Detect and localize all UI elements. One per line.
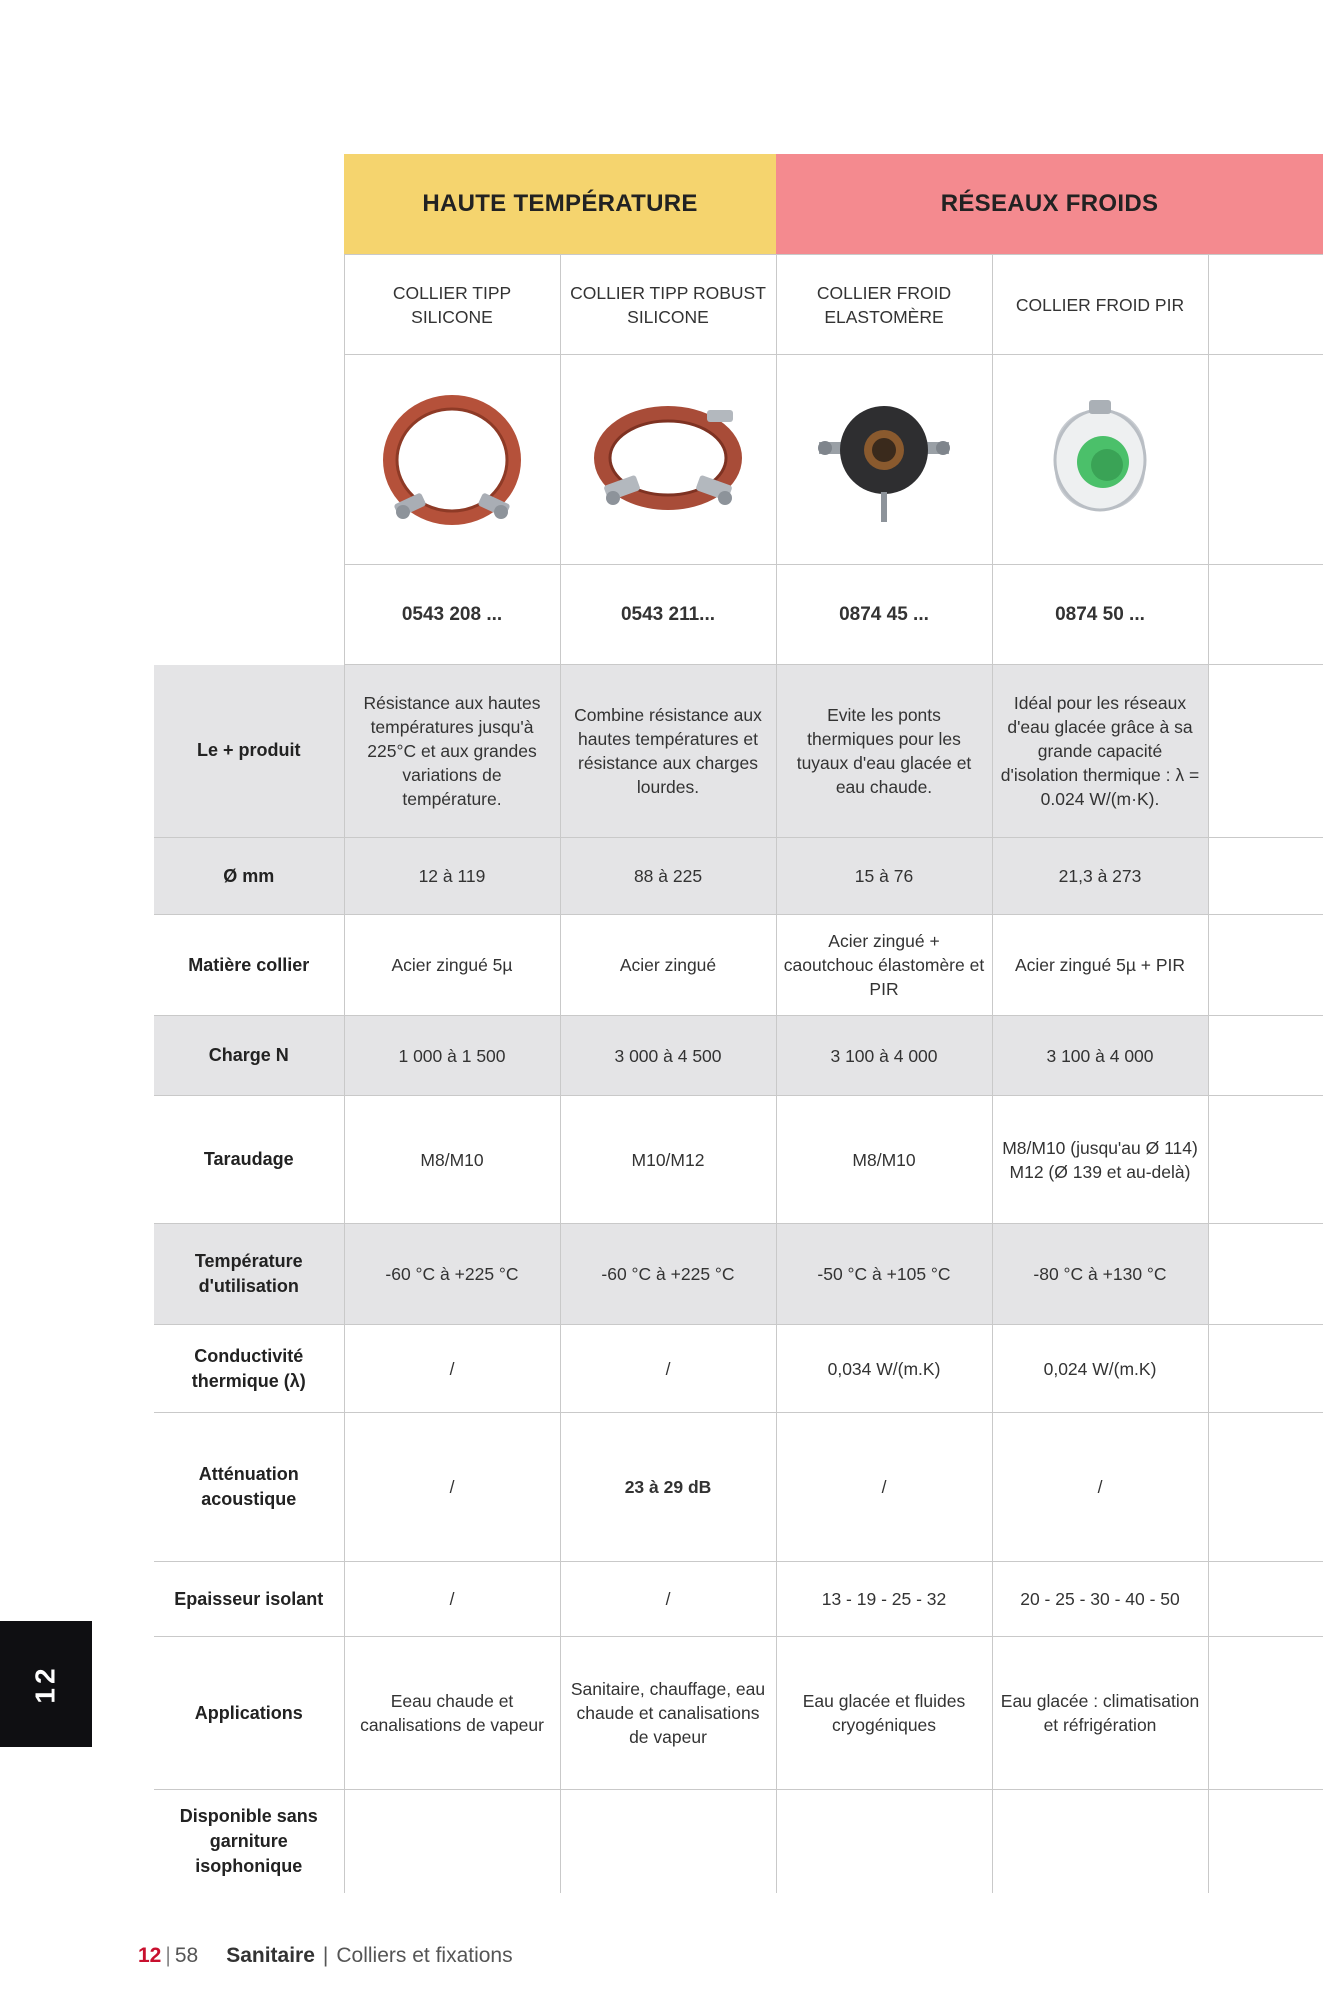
footer-section: Sanitaire (226, 1944, 315, 1967)
product-name-row (154, 255, 1323, 355)
spec-value: Eeau chaude et canalisations de vapeur (344, 1637, 560, 1790)
spec-value: 13 - 19 - 25 - 32 (776, 1562, 992, 1637)
product-reference-row (154, 565, 1323, 665)
product-image-black-elastomer-clamp (776, 355, 992, 565)
product-image-red-robust-clamp (560, 355, 776, 565)
spec-value: 23 à 29 dB (560, 1413, 776, 1562)
spec-value: / (560, 1325, 776, 1413)
row-label: Le + produit (154, 665, 344, 838)
black-elastomer-clamp-image (799, 380, 969, 540)
empty-cell (1208, 355, 1323, 565)
product-reference: 0543 208 ... (344, 565, 560, 665)
empty-cell (1208, 1637, 1323, 1790)
spec-value (776, 1790, 992, 1893)
spec-value: -50 °C à +105 °C (776, 1224, 992, 1325)
spec-value: / (344, 1325, 560, 1413)
spec-row (154, 1224, 1323, 1325)
spec-value: M8/M10 (jusqu'au Ø 114) M12 (Ø 139 et au-delà) (992, 1096, 1208, 1224)
spec-value: Acier zingué 5µ (344, 915, 560, 1016)
spec-value: / (776, 1413, 992, 1562)
spec-value: / (560, 1562, 776, 1637)
spec-value: -60 °C à +225 °C (344, 1224, 560, 1325)
row-label: Atténuation acoustique (154, 1413, 344, 1562)
spec-value: -80 °C à +130 °C (992, 1224, 1208, 1325)
spec-value: 0,024 W/(m.K) (992, 1325, 1208, 1413)
product-reference: 0874 45 ... (776, 565, 992, 665)
empty-cell (1208, 1562, 1323, 1637)
spec-value: M8/M10 (344, 1096, 560, 1224)
empty-cell (1208, 1224, 1323, 1325)
spec-row (154, 1413, 1323, 1562)
chapter-tab (0, 1621, 92, 1747)
red-robust-clamp-image (583, 380, 753, 540)
spec-row (154, 915, 1323, 1016)
spec-row (154, 1637, 1323, 1790)
page-footer (138, 1944, 513, 1968)
spec-row (154, 1096, 1323, 1224)
footer-chapter-number: 12 (138, 1944, 162, 1967)
spec-value: 3 000 à 4 500 (560, 1016, 776, 1096)
spec-value: Résistance aux hautes températures jusqu'à 225°C et aux grandes variations de température. (344, 665, 560, 838)
empty-cell (1208, 1790, 1323, 1893)
empty-cell (1208, 1413, 1323, 1562)
row-label: Matière collier (154, 915, 344, 1016)
row-label: Ø mm (154, 838, 344, 915)
group-header-reseaux-froids: RÉSEAUX FROIDS (776, 154, 1323, 254)
spec-value: Sanitaire, chauffage, eau chaude et canalisations de vapeur (560, 1637, 776, 1790)
empty-cell (1208, 838, 1323, 915)
spec-row (154, 1325, 1323, 1413)
spec-value: 3 100 à 4 000 (992, 1016, 1208, 1096)
product-image-red-silicone-clamp (344, 355, 560, 565)
spec-value (992, 1790, 1208, 1893)
spec-value: 15 à 76 (776, 838, 992, 915)
product-name: COLLIER FROID PIR (992, 255, 1208, 355)
corner-cell (154, 355, 344, 565)
row-label: Taraudage (154, 1096, 344, 1224)
corner-cell (154, 255, 344, 355)
spec-row (154, 665, 1323, 838)
spec-value: / (344, 1413, 560, 1562)
spec-row (154, 1790, 1323, 1893)
footer-subsection: Colliers et fixations (336, 1944, 513, 1967)
product-name: COLLIER FROID ELASTOMÈRE (776, 255, 992, 355)
chapter-tab-number: 12 (30, 1664, 61, 1704)
spec-value: 3 100 à 4 000 (776, 1016, 992, 1096)
spec-value: Evite les ponts thermiques pour les tuyaux d'eau glacée et eau chaude. (776, 665, 992, 838)
product-name: COLLIER TIPP ROBUST SILICONE (560, 255, 776, 355)
spec-value: Eau glacée et fluides cryogéniques (776, 1637, 992, 1790)
spec-value: / (992, 1413, 1208, 1562)
row-label: Charge N (154, 1016, 344, 1096)
spec-value (344, 1790, 560, 1893)
spec-row (154, 1562, 1323, 1637)
empty-cell (1208, 665, 1323, 838)
spec-value: Acier zingué + caoutchouc élastomère et PIR (776, 915, 992, 1016)
product-reference: 0543 211... (560, 565, 776, 665)
row-label: Epaisseur isolant (154, 1562, 344, 1637)
row-label: Température d'utilisation (154, 1224, 344, 1325)
spec-value: Eau glacée : climatisation et réfrigération (992, 1637, 1208, 1790)
product-name: COLLIER TIPP SILICONE (344, 255, 560, 355)
pir-insulated-clamp-image (1015, 380, 1185, 540)
corner-cell (154, 565, 344, 665)
row-label: Conductivité thermique (λ) (154, 1325, 344, 1413)
spec-value: -60 °C à +225 °C (560, 1224, 776, 1325)
product-image-pir-insulated-clamp (992, 355, 1208, 565)
product-image-row (154, 355, 1323, 565)
empty-cell (1208, 1016, 1323, 1096)
empty-cell (1208, 565, 1323, 665)
spec-value: Acier zingué (560, 915, 776, 1016)
empty-cell (1208, 1325, 1323, 1413)
empty-cell (1208, 915, 1323, 1016)
empty-cell (1208, 1096, 1323, 1224)
footer-separator: | (165, 1944, 171, 1967)
spec-value: Idéal pour les réseaux d'eau glacée grâce à sa grande capacité d'isolation thermique : λ = 0.024 W/(m·K). (992, 665, 1208, 838)
spec-row (154, 1016, 1323, 1096)
footer-divider: | (322, 1944, 329, 1967)
comparison-table (154, 254, 1323, 1893)
product-reference: 0874 50 ... (992, 565, 1208, 665)
spec-value: Combine résistance aux hautes températures et résistance aux charges lourdes. (560, 665, 776, 838)
spec-value: 20 - 25 - 30 - 40 - 50 (992, 1562, 1208, 1637)
spec-value: 12 à 119 (344, 838, 560, 915)
spec-value: 88 à 225 (560, 838, 776, 915)
spec-value (560, 1790, 776, 1893)
spec-value: M10/M12 (560, 1096, 776, 1224)
spec-value: / (344, 1562, 560, 1637)
spec-value: Acier zingué 5µ + PIR (992, 915, 1208, 1016)
group-header-haute-temperature: HAUTE TEMPÉRATURE (344, 154, 776, 254)
spec-value: 1 000 à 1 500 (344, 1016, 560, 1096)
empty-cell (1208, 255, 1323, 355)
row-label: Applications (154, 1637, 344, 1790)
red-silicone-clamp-image (367, 380, 537, 540)
spec-value: 21,3 à 273 (992, 838, 1208, 915)
spec-value: M8/M10 (776, 1096, 992, 1224)
spec-row (154, 838, 1323, 915)
row-label: Disponible sans garniture isophonique (179, 1805, 318, 1876)
footer-page-number: 58 (174, 1944, 199, 1967)
spec-value: 0,034 W/(m.K) (776, 1325, 992, 1413)
